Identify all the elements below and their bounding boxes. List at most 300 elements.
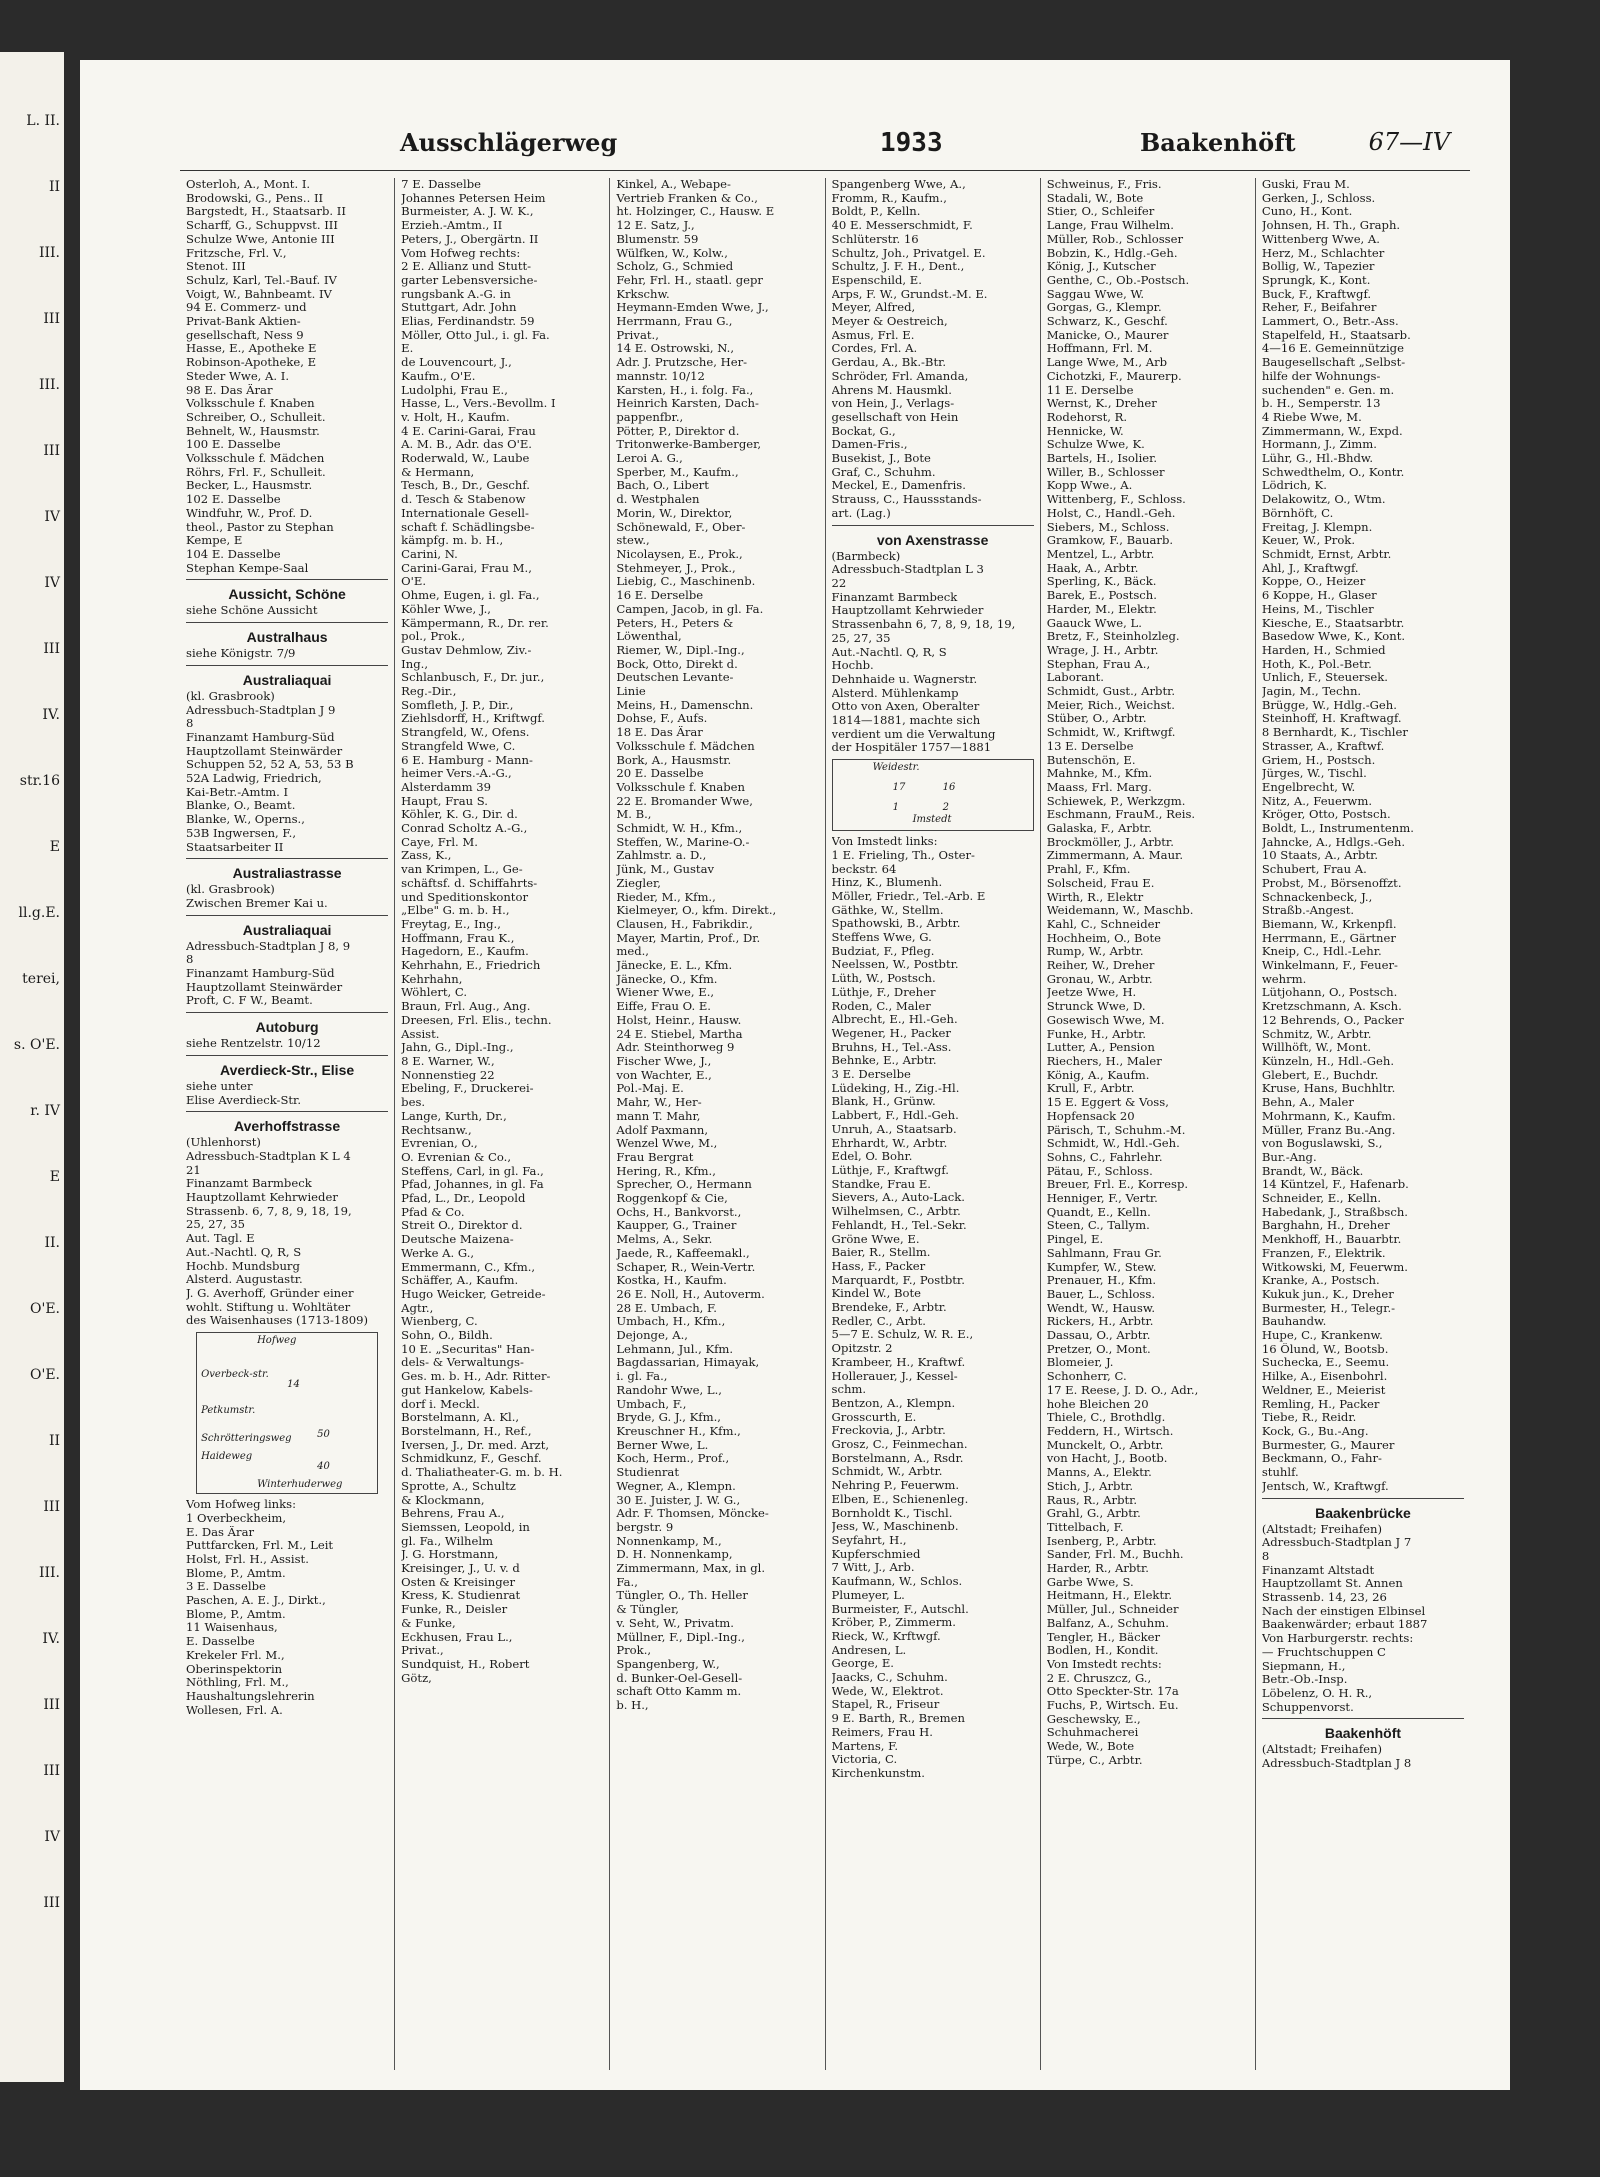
sliver-fragment: IV xyxy=(44,509,60,525)
directory-entry: 15 E. Eggert & Voss, xyxy=(1046,1096,1169,1110)
directory-entry: Rieck, W., Krftwgf. xyxy=(831,1629,941,1643)
directory-entry: Lange Wwe, M., Arb xyxy=(1046,356,1168,370)
directory-entry: Fa., xyxy=(616,1575,638,1589)
directory-entry: d. Bunker-Oel-Gesell- xyxy=(616,1671,743,1685)
directory-entry: Wöhlert, C. xyxy=(401,986,468,1000)
sliver-fragment: IV. xyxy=(42,1631,60,1647)
directory-entry: Schönewald, F., Ober- xyxy=(616,520,746,534)
directory-entry: Privat., xyxy=(616,328,659,342)
directory-entry: J. G. Horstmann, xyxy=(401,1548,499,1562)
map-label: 40 xyxy=(317,1461,330,1473)
sliver-fragment: terei, xyxy=(22,971,60,987)
directory-entry: Behnke, E., Arbtr. xyxy=(831,1054,937,1068)
directory-entry: Stüber, O., Arbtr. xyxy=(1046,712,1147,726)
directory-entry: Alsterdamm 39 xyxy=(401,780,492,794)
directory-entry: Blanke, O., Beamt. xyxy=(186,799,296,813)
directory-entry: Neelssen, W., Postbtr. xyxy=(831,958,959,972)
directory-entry: Engelbrecht, W. xyxy=(1261,780,1356,794)
directory-entry: Schäffer, A., Kaufm. xyxy=(401,1274,519,1288)
street-heading: Aussicht, Schöne xyxy=(228,586,346,603)
directory-entry: Hass, F., Packer xyxy=(831,1259,926,1273)
directory-entry: Koch, Herm., Prof., xyxy=(616,1452,730,1466)
directory-entry: Feddern, H., Wirtsch. xyxy=(1046,1424,1174,1438)
directory-entry: Steffens Wwe, G. xyxy=(831,931,932,945)
directory-entry: Puttfarcken, Frl. M., Leit xyxy=(186,1539,334,1553)
directory-entry: Volksschule f. Knaben xyxy=(616,780,745,794)
directory-entry: Werke A. G., xyxy=(401,1246,475,1260)
directory-entry: Lange, Kurth, Dr., xyxy=(401,1109,507,1123)
directory-entry: Strassenb. 14, 23, 26 xyxy=(1261,1591,1387,1605)
directory-entry: (Barmbeck) xyxy=(831,549,901,563)
directory-entry: Manns, A., Elektr. xyxy=(1046,1466,1152,1480)
directory-entry: Schmidt, W. H., Kfm., xyxy=(616,822,743,836)
directory-entry: 25, 27, 35 xyxy=(186,1218,245,1232)
directory-entry: Betr.-Ob.-Insp. xyxy=(1261,1673,1348,1687)
directory-entry: Dejonge, A., xyxy=(616,1329,688,1343)
sliver-fragment: II. xyxy=(44,1235,60,1251)
directory-entry: Laborant. xyxy=(1046,671,1104,685)
directory-entry: gut Hankelow, Kabels- xyxy=(401,1383,533,1397)
directory-entry: Schonherr, C. xyxy=(1046,1370,1127,1384)
directory-entry: Kumpfer, W., Stew. xyxy=(1046,1260,1157,1274)
directory-entry: Hering, R., Kfm., xyxy=(616,1164,716,1178)
directory-entry: Baakenwärder; erbaut 1887 xyxy=(1261,1618,1428,1632)
directory-entry: i. gl. Fa., xyxy=(616,1370,668,1384)
directory-entry: Eschmann, FrauM., Reis. xyxy=(1046,808,1196,822)
directory-entry: Leroi A. G., xyxy=(616,452,683,466)
directory-entry: Schubert, Frau A. xyxy=(1261,863,1367,877)
directory-entry: Strassenbahn 6, 7, 8, 9, 18, 19, xyxy=(831,618,1016,632)
street-heading: Australiaquai xyxy=(242,921,332,938)
section-divider xyxy=(186,1055,388,1056)
directory-entry: 2 E. Allianz und Stutt- xyxy=(401,260,532,274)
directory-entry: stuhlf. xyxy=(1261,1466,1299,1480)
directory-entry: Sprecher, O., Hermann xyxy=(616,1178,752,1192)
directory-entry: 3 E. Dasselbe xyxy=(186,1580,266,1594)
directory-entry: O'E. xyxy=(401,575,427,589)
directory-column-2 xyxy=(395,178,610,2070)
directory-entry: Hauptzollamt Kehrwieder xyxy=(186,1191,338,1205)
sliver-fragment: III xyxy=(43,1895,60,1911)
directory-entry: Fehlandt, H., Tel.-Sekr. xyxy=(831,1218,967,1232)
directory-entry: med., xyxy=(616,945,649,959)
directory-entry: Hochheim, O., Bote xyxy=(1046,931,1162,945)
sliver-fragment: s. O'E. xyxy=(13,1037,60,1053)
directory-entry: Lutter, A., Pension xyxy=(1046,1041,1155,1055)
directory-entry: Labbert, F., Hdl.-Geh. xyxy=(831,1109,959,1123)
directory-entry: Gustav Dehmlow, Ziv.- xyxy=(401,643,532,657)
directory-entry: von Hacht, J., Bootb. xyxy=(1046,1452,1168,1466)
directory-entry: beckstr. 64 xyxy=(831,862,897,876)
directory-entry: Adressbuch-Stadtplan J 8, 9 xyxy=(186,939,351,953)
directory-entry: d. Tesch & Stabenow xyxy=(401,493,526,507)
directory-entry: Kai-Betr.-Amtm. I xyxy=(186,785,289,799)
directory-entry: Andresen, L. xyxy=(831,1643,907,1657)
directory-entry: „Elbe" G. m. b. H., xyxy=(401,904,510,918)
directory-entry: Dassau, O., Arbtr. xyxy=(1046,1329,1151,1343)
directory-entry: Adressbuch-Stadtplan K L 4 xyxy=(186,1149,351,1163)
directory-column-6 xyxy=(1256,178,1470,2070)
directory-entry: Möller, Friedr., Tel.-Arb. E xyxy=(831,889,986,903)
directory-entry: 7 Witt, J., Arb. xyxy=(831,1561,915,1575)
directory-entry: b. H., Semperstr. 13 xyxy=(1261,397,1381,411)
directory-entry: Tengler, H., Bäcker xyxy=(1046,1630,1160,1644)
directory-entry: Lüthje, F., Kraftwgf. xyxy=(831,1164,949,1177)
street-heading: Australiastrasse xyxy=(232,865,342,882)
directory-entry: Stapel, R., Friseur xyxy=(831,1698,940,1712)
directory-entry: Finanzamt Altstadt xyxy=(1261,1563,1375,1577)
directory-entry: Clausen, H., Fabrikdir., xyxy=(616,917,753,931)
directory-entry: Blank, H., Grünw. xyxy=(831,1095,936,1109)
directory-entry: Bentzon, A., Klempn. xyxy=(831,1396,956,1410)
directory-entry: Kruse, Hans, Buchhltr. xyxy=(1261,1082,1396,1096)
directory-entry: Marquardt, F., Postbtr. xyxy=(831,1273,965,1287)
directory-entry: 8 xyxy=(186,717,194,731)
directory-entry: Schröder, Frl. Amanda, xyxy=(831,369,969,383)
directory-entry: Ges. m. b. H., Adr. Ritter- xyxy=(401,1370,551,1384)
directory-entry: Evrenian, O., xyxy=(401,1137,478,1151)
directory-entry: von Wachter, E., xyxy=(616,1068,712,1082)
directory-entry: Wittenberg, F., Schloss. xyxy=(1046,493,1186,507)
directory-entry: 28 E. Umbach, F. xyxy=(616,1301,717,1315)
directory-entry: Butenschön, E. xyxy=(1046,753,1136,767)
directory-entry: Hugo Weicker, Getreide- xyxy=(401,1287,546,1301)
section-divider xyxy=(186,665,388,666)
directory-entry: Stehmeyer, J., Prok., xyxy=(616,561,736,575)
directory-entry: Kreisinger, J., U. v. d xyxy=(401,1562,520,1576)
directory-entry: Stadali, W., Bote xyxy=(1046,191,1144,205)
directory-entry: de Louvencourt, J., xyxy=(401,356,512,370)
directory-entry: Mayer, Martin, Prof., Dr. xyxy=(616,931,761,945)
directory-entry: Liebig, C., Maschinenb. xyxy=(616,575,756,589)
directory-entry: Kielmeyer, O., kfm. Direkt., xyxy=(616,904,777,918)
directory-entry: & Hermann, xyxy=(401,465,475,479)
directory-column-4 xyxy=(826,178,1041,2070)
directory-entry: 25, 27, 35 xyxy=(831,631,891,645)
directory-entry: Hasse, E., Apotheke E xyxy=(186,342,317,356)
directory-entry: 40 E. Messerschmidt, F. xyxy=(831,219,973,233)
directory-entry: E. Dasselbe xyxy=(186,1635,255,1649)
directory-entry: Meyer & Oestreich, xyxy=(831,315,948,329)
directory-entry: 30 E. Juister, J. W. G., xyxy=(616,1493,741,1507)
directory-entry: Vertrieb Franken & Co., xyxy=(616,191,758,205)
sliver-fragment: III xyxy=(43,1499,60,1515)
previous-page-sliver xyxy=(0,52,64,2082)
directory-entry: Lühr, G., Hl.-Bhdw. xyxy=(1261,452,1374,466)
directory-entry: Ahl, J., Kraftwgf. xyxy=(1261,561,1359,575)
directory-entry: Bock, Otto, Direkt d. xyxy=(616,657,738,671)
directory-entry: Ahrens M. Hausmkl. xyxy=(831,383,952,397)
directory-entry: Blomeier, J. xyxy=(1046,1356,1114,1370)
directory-entry: Müller, Rob., Schlosser xyxy=(1046,232,1184,246)
directory-entry: 22 xyxy=(831,576,847,590)
header-page-number: 67—IV xyxy=(1368,128,1450,156)
directory-entry: Saggau Wwe, W. xyxy=(1046,287,1145,301)
directory-entry: Prenauer, H., Kfm. xyxy=(1046,1274,1157,1288)
directory-entry: (kl. Grasbrook) xyxy=(186,689,275,703)
directory-entry: Robinson-Apotheke, E xyxy=(186,356,317,370)
directory-entry: Reiher, W., Dreher xyxy=(1046,959,1155,973)
section-divider xyxy=(832,525,1034,526)
directory-entry: Bockat, G., xyxy=(831,424,896,438)
directory-entry: Gramkow, F., Bauarb. xyxy=(1046,534,1174,548)
section-divider xyxy=(186,579,388,580)
directory-entry: 14 Küntzel, F., Hafenarb. xyxy=(1261,1178,1409,1192)
directory-entry: Behrens, Frau A., xyxy=(401,1507,505,1521)
directory-entry: Haak, A., Arbtr. xyxy=(1046,561,1139,575)
directory-entry: Maass, Frl. Marg. xyxy=(1046,780,1152,794)
directory-entry: Hoffmann, Frau K., xyxy=(401,931,515,945)
directory-entry: & Funke, xyxy=(401,1616,456,1630)
directory-entry: Sievers, A., Auto-Lack. xyxy=(831,1191,965,1205)
directory-entry: Steffen, W., Marine-O.- xyxy=(616,835,750,849)
directory-entry: 104 E. Dasselbe xyxy=(186,547,281,561)
directory-entry: Windfuhr, W., Prof. D. xyxy=(186,506,313,520)
directory-entry: Schwedthelm, O., Kontr. xyxy=(1261,465,1405,479)
directory-entry: Emmermann, C., Kfm., xyxy=(401,1260,536,1274)
directory-entry: Wrage, J. H., Arbtr. xyxy=(1046,643,1159,657)
sliver-fragment: III. xyxy=(38,377,60,393)
directory-entry: Müllner, F., Dipl.-Ing., xyxy=(616,1630,745,1644)
directory-entry: Schmidt, Ernst, Arbtr. xyxy=(1261,547,1392,561)
directory-entry: 16 E. Derselbe xyxy=(616,589,704,603)
sliver-fragment: ll.g.E. xyxy=(18,905,60,921)
directory-entry: Sprotte, A., Schultz xyxy=(401,1479,516,1493)
directory-entry: suchenden" e. Gen. m. xyxy=(1261,383,1395,397)
directory-entry: Delakowitz, O., Wtm. xyxy=(1261,493,1386,507)
directory-entry: Ebeling, F., Druckerei- xyxy=(401,1082,534,1096)
directory-entry: Franzen, F., Elektrik. xyxy=(1261,1246,1386,1260)
directory-entry: Gosewisch Wwe, M. xyxy=(1046,1013,1165,1027)
directory-entry: Genthe, C., Ob.-Postsch. xyxy=(1046,273,1190,287)
directory-entry: wehrm. xyxy=(1261,972,1307,986)
directory-entry: Siebers, M., Schloss. xyxy=(1046,520,1170,534)
directory-entry: Fromm, R., Kaufm., xyxy=(831,191,947,205)
directory-entry: pol., Prok., xyxy=(401,630,466,644)
directory-entry: Internationale Gesell- xyxy=(401,506,529,520)
directory-entry: Von Harburgerstr. rechts: xyxy=(1261,1632,1414,1646)
directory-entry: Strunck Wwe, D. xyxy=(1046,1000,1146,1014)
directory-entry: Wede, W., Bote xyxy=(1046,1740,1135,1754)
directory-entry: Hagedorn, E., Kaufm. xyxy=(401,945,529,959)
directory-entry: Galaska, F., Arbtr. xyxy=(1046,822,1152,836)
directory-entry: schm. xyxy=(831,1383,867,1397)
directory-entry: Jünk, M., Gustav xyxy=(616,863,715,877)
directory-entry: Adr. J. Prutzsche, Her- xyxy=(616,356,748,370)
directory-entry: Blumenstr. 59 xyxy=(616,232,699,246)
directory-entry: Kämpermann, R., Dr. rer. xyxy=(401,616,549,630)
directory-entry: Haushaltungslehrerin xyxy=(186,1689,315,1703)
directory-entry: Sperber, M., Kaufm., xyxy=(616,465,739,479)
directory-entry: Kröber, P., Zimmerm. xyxy=(831,1616,956,1630)
directory-entry: Riechers, H., Maler xyxy=(1046,1055,1162,1068)
directory-entry: Schmidkunz, F., Geschf. xyxy=(401,1452,542,1466)
directory-entry: 12 Behrends, O., Packer xyxy=(1261,1013,1404,1027)
directory-entry: Finanzamt Hamburg-Süd xyxy=(186,967,335,981)
map-label: 14 xyxy=(287,1379,300,1391)
directory-entry: Wirth, R., Elektr xyxy=(1046,890,1144,904)
directory-entry: Bryde, G. J., Kfm., xyxy=(616,1411,721,1425)
directory-entry: Peters, J., Obergärtn. II xyxy=(401,232,539,246)
directory-entry: Hochb. Mundsburg xyxy=(186,1259,300,1273)
directory-entry: Wülfken, W., Kolw., xyxy=(616,246,728,260)
directory-entry: Scharff, G., Schuppvst. III xyxy=(186,219,338,233)
directory-entry: Hauptzollamt Kehrwieder xyxy=(831,604,984,618)
directory-entry: Solscheid, Frau E. xyxy=(1046,876,1155,890)
directory-entry: Herz, M., Schlachter xyxy=(1261,246,1385,260)
directory-entry: Kretzschmann, A. Ksch. xyxy=(1261,1000,1402,1014)
directory-entry: Krambeer, H., Kraftwf. xyxy=(831,1355,966,1369)
directory-entry: Roderwald, W., Laube xyxy=(401,452,530,466)
directory-entry: Stapelfeld, H., Staatsarb. xyxy=(1261,328,1411,342)
directory-entry: Stich, J., Arbtr. xyxy=(1046,1479,1134,1493)
directory-entry: Lehmann, Jul., Kfm. xyxy=(616,1342,734,1356)
directory-entry: Umbach, F., xyxy=(616,1397,687,1411)
directory-entry: Hormann, J., Zimm. xyxy=(1261,438,1377,452)
directory-entry: Strauss, C., Haussstands- xyxy=(831,493,982,507)
map-label: 16 xyxy=(942,782,956,794)
directory-entry: Otto von Axen, Oberalter xyxy=(831,700,980,714)
directory-entry: Kahl, C., Schneider xyxy=(1046,917,1161,931)
directory-entry: Funke, H., Arbtr. xyxy=(1046,1027,1147,1041)
directory-entry: Kupferschmied xyxy=(831,1547,921,1561)
directory-entry: Pretzer, O., Mont. xyxy=(1046,1342,1151,1356)
directory-entry: Müller, Jul., Schneider xyxy=(1046,1603,1179,1617)
directory-entry: d. Thaliatheater-G. m. b. H. xyxy=(401,1466,563,1480)
sliver-fragment: III. xyxy=(38,1565,60,1581)
directory-entry: Borstelmann, A. Kl., xyxy=(401,1411,520,1425)
directory-entry: Witkowski, M, Feuerwm. xyxy=(1261,1260,1408,1274)
directory-entry: Bretz, F., Steinholzleg. xyxy=(1046,630,1180,644)
directory-entry: Borstelmann, A., Rsdr. xyxy=(831,1451,964,1465)
directory-entry: Breuer, Frl. E., Korresp. xyxy=(1046,1178,1189,1192)
directory-entry: Kaupper, G., Trainer xyxy=(616,1219,737,1233)
directory-page xyxy=(80,60,1510,2090)
directory-entry: Löwenthal, xyxy=(616,630,682,644)
directory-entry: Schreiber, O., Schulleit. xyxy=(186,410,326,424)
directory-entry: Jeetze Wwe, H. xyxy=(1046,986,1137,1000)
directory-entry: Köhler Wwe, J., xyxy=(401,602,491,616)
directory-entry: 4 Riebe Wwe, M. xyxy=(1261,410,1362,424)
directory-entry: Wittenberg Wwe, A. xyxy=(1261,232,1380,246)
directory-entry: Osterloh, A., Mont. I. xyxy=(186,178,311,191)
directory-entry: Haupt, Frau S. xyxy=(401,794,488,808)
directory-entry: D. H. Nonnenkamp, xyxy=(616,1548,733,1562)
directory-entry: mann T. Mahr, xyxy=(616,1109,701,1123)
directory-entry: Freitag, J. Klempn. xyxy=(1261,520,1373,534)
directory-entry: Isenberg, P., Arbtr. xyxy=(1046,1534,1157,1548)
directory-entry: Schuppenvorst. xyxy=(1261,1700,1354,1714)
directory-entry: Agtr., xyxy=(401,1301,434,1315)
directory-entry: Künzeln, H., Hdl.-Geh. xyxy=(1261,1055,1394,1068)
directory-entry: verdient um die Verwaltung xyxy=(831,727,996,741)
directory-entry: M. B., xyxy=(616,808,652,822)
directory-entry: 1 E. Frieling, Th., Oster- xyxy=(831,848,975,862)
directory-entry: Kehrhahn, E., Friedrich xyxy=(401,959,541,973)
section-divider xyxy=(1262,1498,1464,1499)
header-street-end: Baakenhöft xyxy=(1140,128,1296,157)
directory-entry: dels- & Verwaltungs- xyxy=(401,1356,524,1370)
directory-entry: Schlanbusch, F., Dr. jur., xyxy=(401,671,545,685)
map-label: 2 xyxy=(942,802,949,814)
directory-entry: Bargstedt, H., Staatsarb. II xyxy=(186,205,346,219)
directory-entry: Grosz, C., Feinmechan. xyxy=(831,1438,968,1452)
sliver-fragment: O'E. xyxy=(30,1301,60,1317)
directory-entry: Wiener Wwe, E., xyxy=(616,986,715,1000)
directory-entry: Geschewsky, E., xyxy=(1046,1712,1141,1726)
directory-entry: Adressbuch-Stadtplan J 7 xyxy=(1261,1536,1412,1550)
directory-entry: siehe Königstr. 7/9 xyxy=(186,647,296,661)
directory-entry: Bobzin, K., Hdlg.-Geh. xyxy=(1046,246,1178,260)
directory-entry: 6 Koppe, H., Glaser xyxy=(1261,589,1377,603)
directory-entry: des Waisenhauses (1713-1809) xyxy=(186,1314,368,1328)
directory-entry: Nonnenstieg 22 xyxy=(401,1068,495,1082)
directory-entry: Seyfahrt, H., xyxy=(831,1533,907,1547)
directory-entry: Holst, C., Handl.-Geh. xyxy=(1046,506,1176,520)
directory-entry: garter Lebensversiche- xyxy=(401,273,538,287)
map-label: 1 xyxy=(892,802,899,814)
directory-entry: Morin, W., Direktor, xyxy=(616,506,733,520)
directory-entry: Barek, E., Postsch. xyxy=(1046,589,1157,603)
directory-entry: 10 E. „Securitas" Han- xyxy=(401,1342,535,1356)
directory-entry: Krekeler Frl. M., xyxy=(186,1648,285,1662)
directory-entry: Hilke, A., Eisenbohrl. xyxy=(1261,1370,1388,1384)
directory-entry: Kaufm., O'E. xyxy=(401,369,476,383)
directory-entry: 12 E. Satz, J., xyxy=(616,219,695,233)
directory-entry: Lödrich, K. xyxy=(1261,479,1327,493)
directory-entry: Bur.-Ang. xyxy=(1261,1150,1317,1164)
map-label: 17 xyxy=(892,782,906,794)
directory-entry: Buck, F., Kraftwgf. xyxy=(1261,287,1372,301)
map-label: Petkumstr. xyxy=(201,1405,256,1417)
directory-entry: Plumeyer, L. xyxy=(831,1588,905,1602)
directory-entry: Krull, F., Arbtr. xyxy=(1046,1082,1135,1096)
directory-entry: Meyer, Alfred, xyxy=(831,301,916,315)
directory-entry: heimer Vers.-A.-G., xyxy=(401,767,512,781)
directory-entry: 6 E. Hamburg - Mann- xyxy=(401,753,533,767)
directory-entry: Schneider, E., Kelln. xyxy=(1261,1192,1382,1206)
directory-entry: Kirchenkunstm. xyxy=(831,1766,925,1780)
sliver-fragment: O'E. xyxy=(30,1367,60,1383)
directory-entry: Vom Hofweg links: xyxy=(186,1498,297,1512)
directory-entry: dorf i. Meckl. xyxy=(401,1397,480,1411)
directory-entry: art. (Lag.) xyxy=(831,506,891,520)
directory-entry: Otto Speckter-Str. 17a xyxy=(1046,1685,1179,1699)
directory-entry: Studienrat xyxy=(616,1466,679,1480)
directory-entry: Linie xyxy=(616,685,646,699)
directory-entry: Lüth, W., Postsch. xyxy=(831,972,936,986)
directory-entry: Fritzsche, Frl. V., xyxy=(186,246,287,260)
directory-entry: Privat-Bank Aktien- xyxy=(186,315,301,329)
directory-entry: Karsten, H., i. folg. Fa., xyxy=(616,383,754,397)
directory-entry: Deutsche Maizena- xyxy=(401,1233,514,1247)
directory-entry: Volksschule f. Knaben xyxy=(186,397,315,411)
directory-entry: Burmeister, A. J. W. K., xyxy=(401,205,534,219)
directory-entry: Wendt, W., Hausw. xyxy=(1046,1301,1156,1315)
street-heading: Autoburg xyxy=(255,1019,319,1036)
directory-entry: Bornholdt K., Tischl. xyxy=(831,1506,953,1520)
sliver-fragment: IV xyxy=(44,575,60,591)
directory-entry: Quandt, E., Kelln. xyxy=(1046,1205,1151,1219)
directory-entry: (Uhlenhorst) xyxy=(186,1136,261,1150)
directory-entry: Funke, R., Deisler xyxy=(401,1603,508,1617)
directory-entry: Borstelmann, H., Ref., xyxy=(401,1424,532,1438)
section-divider xyxy=(1262,1718,1464,1719)
directory-entry: theol., Pastor zu Stephan xyxy=(186,520,334,534)
directory-entry: Kress, K. Studienrat xyxy=(401,1589,521,1603)
directory-entry: Somfleth, J. P., Dir., xyxy=(401,698,514,712)
directory-entry: Gäthke, W., Stellm. xyxy=(831,903,944,917)
